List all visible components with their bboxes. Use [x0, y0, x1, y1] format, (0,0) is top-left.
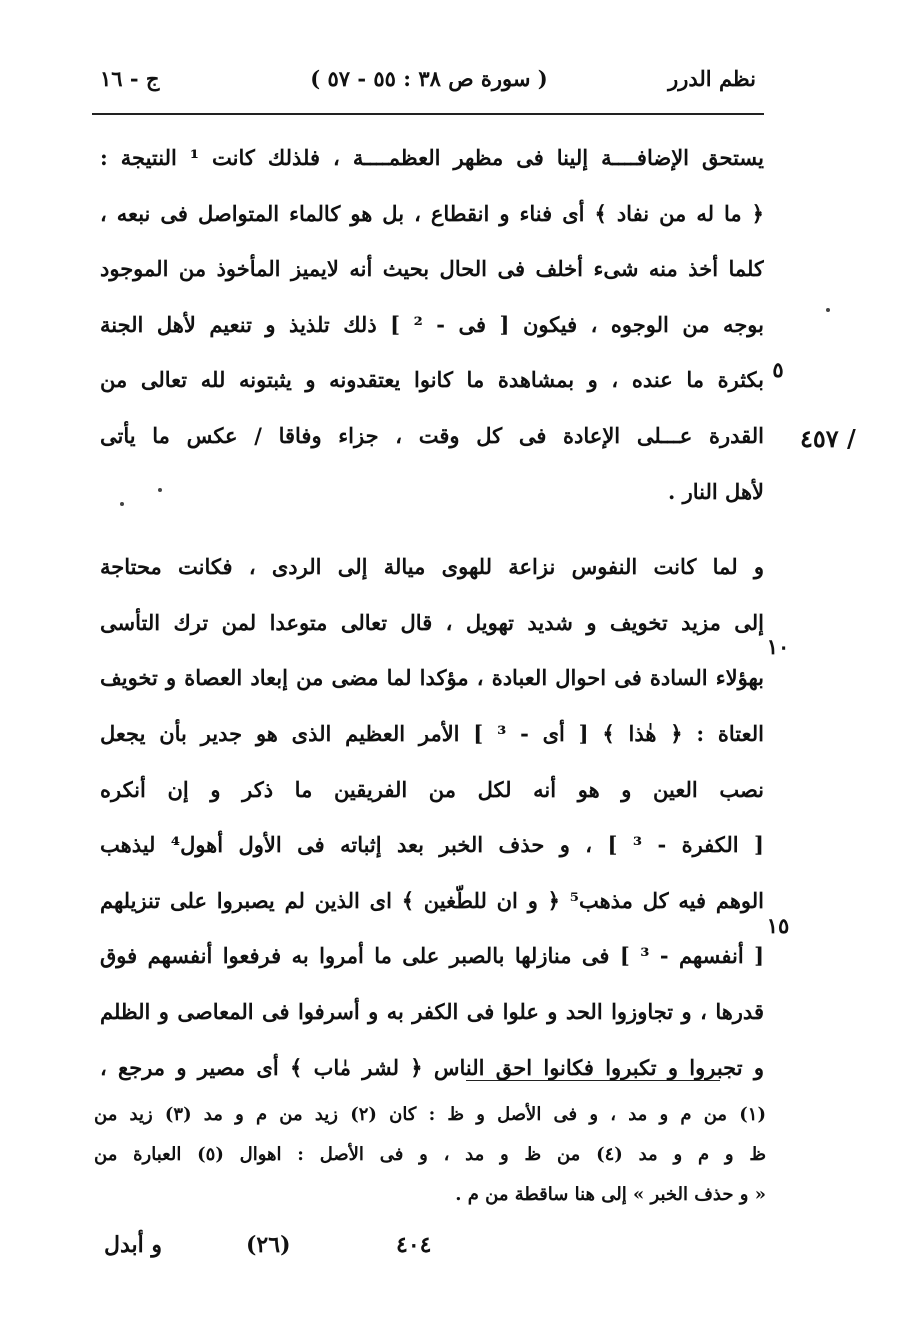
footnote-line: « و حذف الخبر » إلى هنا ساقطة من م .	[455, 1184, 766, 1205]
header-rule	[92, 113, 764, 115]
text-line: القدرة عـــلى الإعادة فى كل وقت ، جزاء وفاقا / عكس ما يأتى	[100, 422, 764, 448]
text-line: يستحق الإضافــــة إلينا فى مظهر العظمــــة ، فلذلك كانت ¹ النتيجة :	[100, 145, 764, 170]
text-line: لأهل النار .	[668, 478, 764, 504]
text-line: العتاة : ﴿ هٰذا ﴾ [ أى - ³ ] الأمر العظيم الذى هو جدير بأن يجعل	[100, 720, 764, 746]
text-line: بكثرة ما عنده ، و بمشاهدة ما كانوا يعتقدونه و يثبتونه لله تعالى من	[100, 367, 764, 393]
volume-marker: ج - ١٦	[100, 66, 160, 91]
main-text	[100, 130, 764, 1095]
running-title: نظم الدرر	[668, 66, 756, 91]
part-marker: (٢٦)	[246, 1232, 291, 1258]
text-line: ﴿ ما له من نفاد ﴾ أى فناء و انقطاع ، بل هو كالماء المتواصل فى نبعه ،	[100, 200, 764, 226]
text-line: [ أنفسهم - ³ ] فى منازلها بالصبر على ما أمروا به فرفعوا أنفسهم فوق	[100, 943, 764, 969]
line-number: ١٠	[766, 634, 790, 659]
page-number: ٤٠٤	[396, 1232, 432, 1258]
text-line: و لما كانت النفوس نزاعة للهوى ميالة إلى الردى ، فكانت محتاجة	[100, 554, 764, 580]
margin-dot	[120, 502, 124, 506]
text-line: إلى مزيد تخويف و شديد تهويل ، قال تعالى متوعدا لمن ترك التأسى	[100, 609, 764, 635]
footnote-line: (١) من م و مد ، و فى الأصل و ظ : كان (٢) زيد من م و مد (٣) زيد من	[94, 1104, 766, 1125]
margin-reference: / ٤٥٧	[800, 424, 856, 453]
text-line: بهؤلاء السادة فى احوال العبادة ، مؤكدا لما مضى من إبعاد العصاة و تخويف	[100, 665, 764, 691]
margin-dot	[158, 488, 162, 492]
text-line: نصب العين و هو أنه لكل من الفريقين ما ذكر و إن أنكره	[100, 776, 764, 802]
text-line: قدرها ، و تجاوزوا الحد و علوا فى الكفر به و أسرفوا فى المعاصى و الظلم	[100, 998, 764, 1024]
text-line: كلما أخذ منه شىء أخلف فى الحال بحيث أنه لايميز المأخوذ من الموجود	[100, 256, 764, 282]
footnote-line: ظ و م و مد (٤) من ظ و مد ، و فى الأصل : اهوال (٥) العبارة من	[94, 1144, 766, 1165]
line-number: ١٥	[766, 913, 790, 938]
catchword: و أبدل	[104, 1232, 163, 1258]
footnotes	[94, 1095, 766, 1215]
text-line: بوجه من الوجوه ، فيكون [ فى - ² ] ذلك تلذيذ و تنعيم لأهل الجنة	[100, 311, 764, 337]
text-line: [ الكفرة - ³ ] ، و حذف الخبر بعد إثباته فى الأول أهول⁴ ليذهب	[100, 832, 764, 858]
margin-dot	[826, 308, 830, 312]
surah-reference: ( سورة ص ٣٨ : ٥٥ - ٥٧ )	[310, 66, 548, 91]
line-number: ٥	[772, 357, 784, 382]
text-line: و تجبروا و تكبروا فكانوا احق الناس ﴿ لشر مٰاب ﴾ أى مصير و مرجع ،	[100, 1054, 764, 1080]
text-line: الوهم فيه كل مذهب⁵ ﴿ و ان للطّغين ﴾ اى الذين لم يصبروا على تنزيلهم	[100, 887, 764, 913]
footnote-rule	[466, 1080, 720, 1081]
